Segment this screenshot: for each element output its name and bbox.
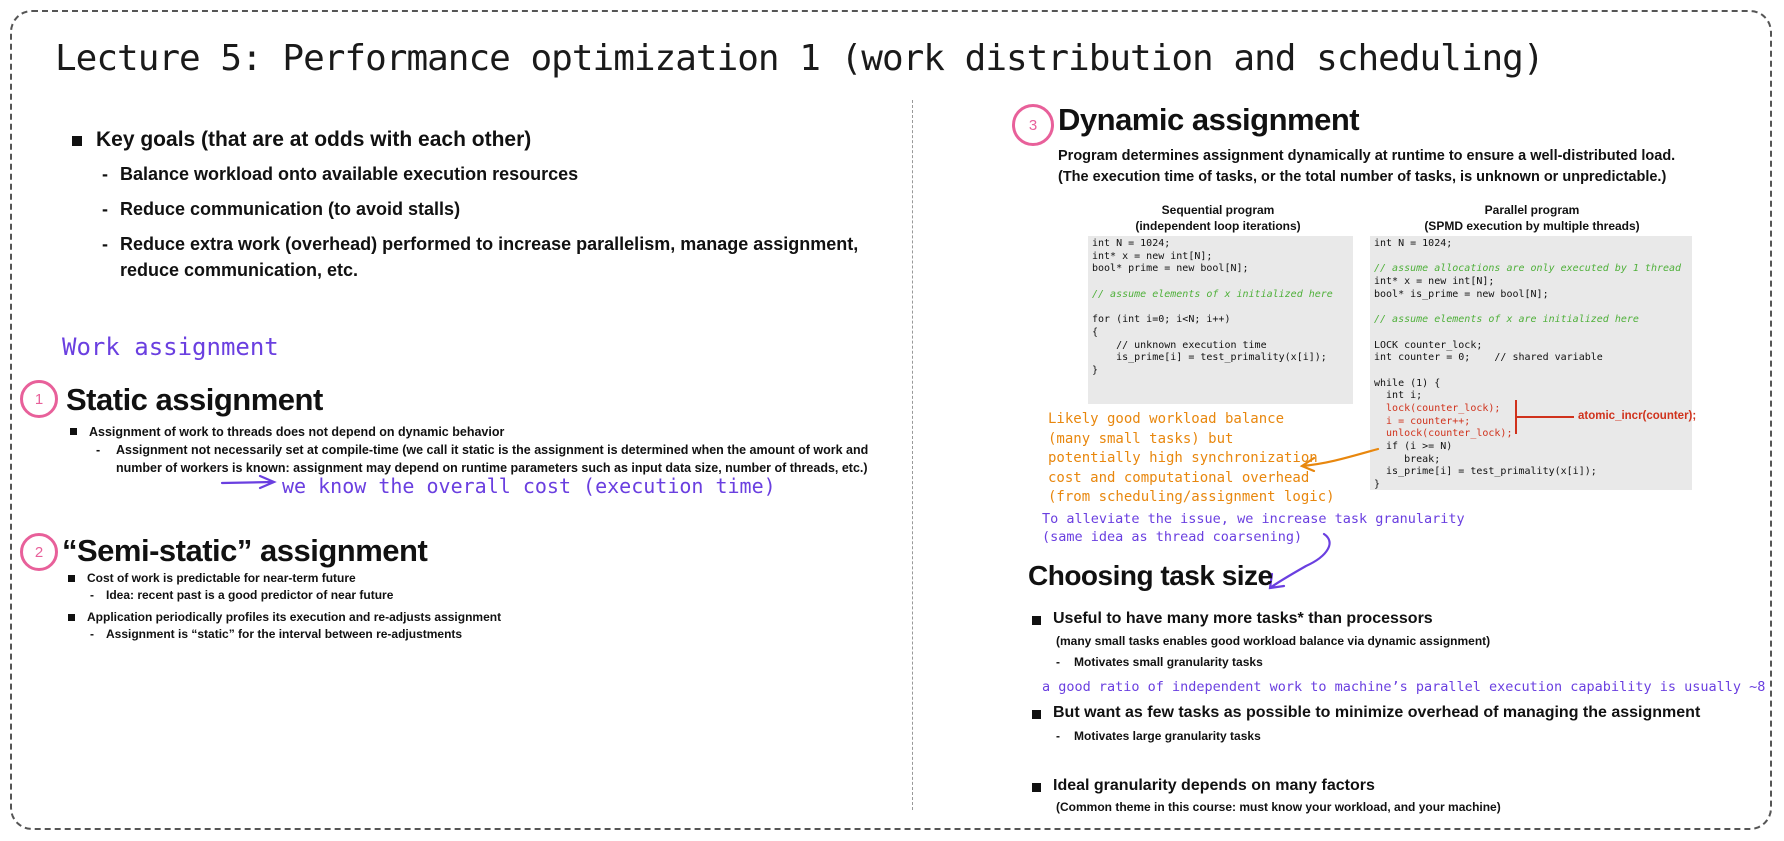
code-line: // assume elements of x initialized here	[1092, 288, 1333, 300]
code-line	[1092, 301, 1349, 314]
task-size-item-1: Useful to have many more tasks* than processors	[1032, 610, 1433, 628]
semi-static-details: Cost of work is predictable for near-term future - Idea: recent past is a good predictor of near future Application periodically profiles its execution and re-adjusts assignment - Assignment is “static” for the interval between re-adjustments	[68, 570, 868, 644]
number-circle-3: 3	[1012, 104, 1054, 146]
code-line	[1374, 327, 1688, 340]
annotation-line: Likely good workload balance	[1048, 411, 1285, 427]
bullet-icon	[72, 136, 82, 146]
key-goal-item: - Reduce communication (to avoid stalls)	[102, 199, 461, 220]
task-size-item-1-sub: - Motivates small granularity tasks	[1056, 655, 1263, 669]
static-heading: Static assignment	[66, 382, 323, 417]
sequential-code-block	[1088, 236, 1353, 404]
code-line	[1374, 251, 1688, 264]
task-size-item-3-note: (Common theme in this course: must know your workload, and your machine)	[1056, 800, 1501, 814]
code-line: // unknown execution time	[1092, 339, 1267, 351]
code-line: bool* is_prime = new bool[N];	[1374, 288, 1549, 300]
column-divider	[912, 100, 913, 810]
annotation-line: To alleviate the issue, we increase task granularity	[1042, 511, 1465, 527]
code-line: if (i >= N)	[1374, 441, 1453, 452]
code-line: // assume allocations are only executed by 1 thread	[1374, 263, 1682, 275]
task-size-item-1-note: (many small tasks enables good workload balance via dynamic assignment)	[1056, 634, 1491, 648]
annotation-line: (from scheduling/assignment logic)	[1048, 489, 1335, 506]
bracket-icon	[1510, 398, 1580, 438]
arrow-right-icon	[220, 474, 280, 490]
code-line: }	[1374, 479, 1381, 491]
number-circle-2: 2	[20, 533, 58, 571]
code-line: for (int i=0; i<N; i++)	[1092, 314, 1231, 326]
number-circle-1: 1	[20, 380, 58, 418]
static-sub: - Assignment not necessarily set at compile-time (we call it static is the assignment is determined when the amount of work and number of workers is known: assignment may depend on runtime parameters such as input data size, number of threads, etc.)	[96, 443, 869, 476]
annotation-line: cost and computational overhead	[1048, 469, 1310, 486]
code-line: int* x = new int[N];	[1092, 250, 1213, 262]
code-line: int i;	[1374, 390, 1423, 402]
code-line: unlock(counter_lock);	[1374, 428, 1513, 440]
code-line: // assume elements of x are initialized here	[1374, 314, 1639, 326]
code-line	[1374, 301, 1688, 314]
ratio-annotation: a good ratio of independent work to machine’s parallel execution capability is usually ~8	[1042, 679, 1766, 695]
atomic-label: atomic_incr(counter);	[1578, 410, 1697, 422]
sequential-program-heading: Sequential program (independent loop iterations)	[1135, 203, 1301, 234]
key-goals-heading: Key goals (that are at odds with each other)	[72, 128, 872, 152]
key-goals	[72, 128, 872, 293]
code-line: while (1) {	[1374, 377, 1441, 389]
code-line: is_prime[i] = test_primality(x[i]);	[1374, 466, 1597, 478]
work-assignment-label: Work assignment	[62, 333, 279, 361]
static-bullet: Assignment of work to threads does not depend on dynamic behavior	[70, 423, 870, 441]
code-line: i = counter++;	[1374, 415, 1471, 427]
key-goal-item: - Reduce extra work (overhead) performed to increase parallelism, manage assignment, reduce communication, etc.	[102, 234, 859, 280]
task-size-heading: Choosing task size	[1028, 560, 1273, 591]
code-line: int* x = new int[N];	[1374, 276, 1495, 288]
annotation-line: (same idea as thread coarsening)	[1042, 529, 1303, 546]
code-line: break;	[1374, 453, 1441, 465]
parallel-program-heading: Parallel program (SPMD execution by multiple threads)	[1424, 203, 1640, 234]
code-line	[1374, 365, 1688, 378]
code-line: {	[1092, 326, 1099, 338]
semi-static-heading: “Semi-static” assignment	[62, 533, 428, 568]
arrow-down-left-icon	[1262, 532, 1338, 592]
code-line: LOCK counter_lock;	[1374, 339, 1483, 351]
static-annotation: we know the overall cost (execution time)	[282, 474, 776, 498]
code-line: int N = 1024;	[1092, 238, 1171, 249]
orange-annotation	[1048, 410, 1335, 508]
code-line	[1092, 276, 1349, 289]
annotation-line: potentially high synchronization	[1048, 450, 1318, 467]
code-line: bool* prime = new bool[N];	[1092, 263, 1249, 275]
static-details	[70, 423, 870, 477]
task-size-item-2: But want as few tasks as possible to minimize overhead of managing the assignment	[1032, 704, 1700, 722]
dynamic-description: Program determines assignment dynamically at runtime to ensure a well-distributed load. (The execution time of tasks, or the total number of tasks, is unknown or unpredictable.)	[1058, 148, 1676, 186]
code-line: int counter = 0; // shared variable	[1374, 352, 1603, 364]
parallel-code-block	[1370, 236, 1692, 490]
code-line: }	[1092, 364, 1099, 376]
dynamic-heading: Dynamic assignment	[1058, 102, 1360, 137]
key-goal-item: - Balance workload onto available execution resources	[102, 164, 579, 184]
code-line: int N = 1024;	[1374, 238, 1453, 249]
code-line: lock(counter_lock);	[1374, 402, 1501, 414]
purple-annotation	[1042, 510, 1465, 546]
arrow-left-icon	[1296, 446, 1381, 472]
task-size-item-2-sub: - Motivates large granularity tasks	[1056, 729, 1261, 743]
task-size-item-3: Ideal granularity depends on many factors	[1032, 777, 1375, 795]
code-line: is_prime[i] = test_primality(x[i]);	[1092, 352, 1327, 364]
annotation-line: (many small tasks) but	[1048, 430, 1234, 447]
slide-title: Lecture 5: Performance optimization 1 (work distribution and scheduling)	[55, 38, 1544, 79]
